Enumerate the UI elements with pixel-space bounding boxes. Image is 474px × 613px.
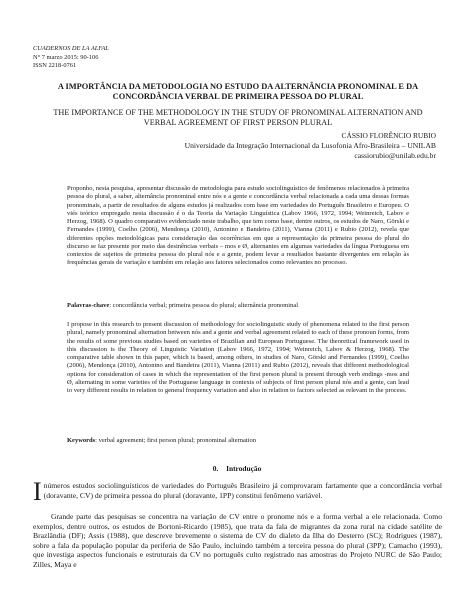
keywords-label: Keywords — [67, 437, 96, 444]
drop-cap: I — [33, 477, 42, 506]
title-portuguese: A IMPORTÂNCIA DA METODOLOGIA NO ESTUDO DA ALTERNÂNCIA PRONOMINAL E DA CONCORDÂNCIA VERBAL DE PRIMEIRA PESSOA DO PLURAL — [57, 82, 419, 102]
keywords-label: Palavras-chave — [67, 302, 110, 309]
author-affiliation: Universidade da Integração Internacional da Lusofonia Afro-Brasileira – UNILAB — [184, 141, 436, 150]
section-number: 0. — [212, 464, 219, 473]
abstract-english: I propose in this research to present discussion of methodology for sociolinguistic study of phenomena related to the first person plural, namely pronominal alternation between nós and a gente and verbal agreement related to each of these pronoun forms, from the results of some previous studies based on varieties of Brazilian and European Portuguese. The theoretical framework used in this discussion is the Theory of Linguistic Variation (Labov 1966, 1972, 1994; Weinreich, Labov & Herzog, 1968). The comparative table shown in this paper, which is based, among others, in studies of Naro, Görski and Fernandes (1999), Coelho (2006), Mendonça (2010), Antonino and Bandeira (2011), Vianna (2011) and Rubio (2012), reveals that different methodological options for consideration of cases in which the representation of the first person plural is present through verb endings -mos and Ø, alternating in some varieties of the Portuguese language in contexts of subjects of first person plural nós and a gente, can lead to very different results in relation to general frequency variation and also in relation to factors selected as relevant in the process. — [67, 321, 409, 394]
keywords-portuguese — [67, 302, 409, 310]
intro-paragraph-1-text: números estudos sociolinguísticos de variedades do Português Brasileiro já comprovaram fartamente que a concordância verbal (doravante, CV) de primeira pessoa do plural (doravante, 1PP) constitui fenômeno variável. — [43, 481, 442, 500]
author-email: cassiorubio@unilab.edu.br — [354, 151, 436, 160]
keywords-english — [67, 437, 409, 445]
intro-paragraph-1 — [33, 477, 442, 506]
journal-name: CUADERNOS DE LA ALFAL — [33, 45, 109, 52]
intro-paragraph-2: Grande parte das pesquisas se concentra na variação de CV entre o pronome nós e a forma verbal a ele relacionada. Como exemplos, dentre outros, os estudos de Bortoni-Ricardo (1985), que trata da fala de migrantes da zona rural na cidade satélite de Brazlândia (DF); Assis (1988), que descreve brevemente o sistema de CV do dialeto da Ilha do Desterro (SC); Rodrigues (1987), sobre a fala da população popular da periferia de São Paulo, incluindo também a terceira pessoa do plural (3PP); Camacho (1993), que investiga aspectos funcionais e estruturais da CV no português culto registrado nas amostras do Projeto NURC de São Paulo; Zilles, Maya e — [33, 512, 442, 569]
section-heading — [0, 464, 474, 473]
keywords-text: : verbal agreement; first person plural; pronominal alternation — [95, 437, 256, 444]
author-name: CÁSSIO FLORÊNCIO RUBIO — [341, 131, 436, 140]
abstract-portuguese: Proponho, nesta pesquisa, apresentar discussão de metodologia para estudo sociolinguístico de fenômenos relacionados à primeira pessoa do plural, a saber, alternância pronominal entre nós e a gente e concordância verbal relacionada a cada uma dessas formas pronominais, a partir de resultados de alguns estudos já realizados com base em variedades do Português Brasileiro e Europeu. O viés teórico empregado nesta discussão é o da Teoria da Variação Linguística (Labov 1966, 1972, 1994; Weinreich, Labov e Herzog, 1968). O quadro comparativo evidenciado neste trabalho, que tem como base, dentre outros, os estudos de Naro, Görski e Fernandes (1999), Coelho (2006), Mendonça (2010), Antonino e Bandeira (2011), Vianna (2011) e Rubio (2012), revela que diferentes opções metodológicas para consideração das ocorrências em que a representação da primeira pessoa do plural do discurso se faz presente por meio das desinências verbais – mos e Ø, alternantes em algumas variedades da língua Portuguesa em contextos de sujeitos de primeira pessoa do plural nós e a gente, podem levar a resultados bastante divergentes em relação às frequências gerais de variação e também em relação aos fatores selecionados como relevantes no processo. — [67, 185, 409, 267]
author-block — [185, 131, 436, 161]
section-title: Introdução — [226, 464, 262, 473]
keywords-text: : concordância verbal; primeira pessoa do plural; alternância pronominal — [109, 302, 299, 309]
journal-issue: N° 7 marzo 2015: 90-106 — [33, 53, 99, 61]
journal-issn: ISSN 2218-0761 — [33, 62, 77, 70]
journal-header — [33, 45, 109, 71]
title-english: THE IMPORTANCE OF THE METHODOLOGY IN THE STUDY OF PRONOMINAL ALTERNATION AND VERBAL AGREEMENT OF FIRST PERSON PLURAL — [53, 108, 423, 127]
